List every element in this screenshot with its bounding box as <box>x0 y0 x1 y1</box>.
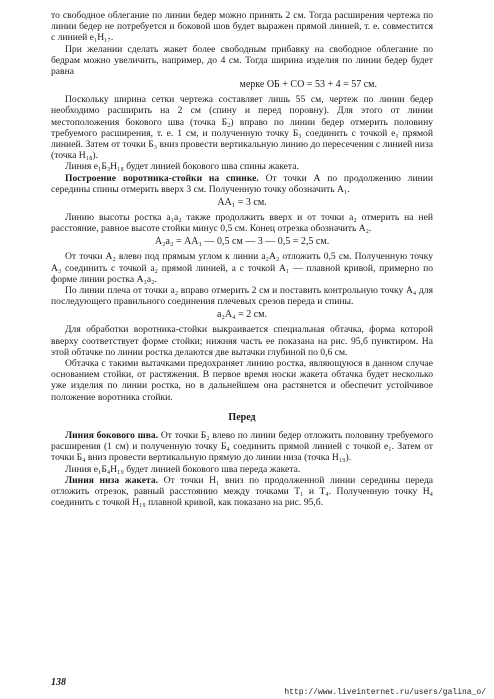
paragraph-text: От точки А по продолжению линии середины спины отмерить вверх 3 см. Полученную точку обозначить А₁. <box>51 172 433 195</box>
page-number: 138 <box>51 677 66 688</box>
paragraph: Линию высоты ростка а₁а₂ также продолжить вверх и от точки а₂ отмерить на ней расстояние, равное высоте стойки минус 0,5 см. Конец отрезка обозначить А₂. <box>51 212 433 235</box>
section-run-in-heading: Линия низа жакета. <box>65 474 159 486</box>
paragraph-text: От точки Б₂ влево по линии бедер отложить половину требуемого расширения (1 см) и полученную точку Б₄ соединить прямой линией с точкой е₁. Затем от точки Б₄ вниз провести вертикальную прямую до линии низа (точка Н₁₉). <box>51 429 433 464</box>
page-body <box>51 10 433 508</box>
equation: а₂А₄ = 2 см. <box>216 309 268 321</box>
paragraph: Линия е₁Б₄Н₁₉ будет линией бокового шва переда жакета. <box>65 463 301 475</box>
section-run-in-heading: Линия бокового шва. <box>65 429 159 441</box>
equation: АА₁ = 3 см. <box>217 197 267 209</box>
paragraph: От точки А₂ влево под прямым углом к линии а₂А₂ отложить 0,5 см. Полученную точку А₃ соединить с точкой а₂ прямой линией, а с точкой А₁ — плавной кривой, примерно по форме линии ростка А₃а₂. <box>51 251 433 285</box>
paragraph: Линия е₁Б₃Н₁₈ будет линией бокового шва спины жакета. <box>65 161 299 173</box>
paragraph: Обтачка с такими вытачками предохраняет линию ростка, являющуюся в данном случае основанием стойки, от растяжения. В первое время носки жакета обтачка будет несколько уже изделия по линии ростка, но в дальнейшем она растянется и обеспечит устойчивое положение воротника стойки. <box>51 358 433 403</box>
paragraph: По линии плеча от точки а₂ вправо отмерить 2 см и поставить контрольную точку А₄ для последующего правильного соединения плечевых срезов переда и спины. <box>51 285 433 308</box>
paragraph: то свободное облегание по линии бедер можно принять 2 см. Тогда расширения чертежа по линии бедер не потребуется и боковой шов будет выражен прямой линией, т. е. совместится с линией е₁Н₁₇. <box>51 10 433 44</box>
paragraph: Поскольку ширина сетки чертежа составляет лишь 55 см, чертеж по линии бедер необходимо расширить на 2 см (спину и перед поровну). Для этого от линии местоположения бокового шва (точка Б₂) вправо по линии бедер отмерить половину требуемого расширения, т. е. 1 см, и полученную точку Б₃ соединить с точкой е₁ прямой линией. Затем от точки Б₃ вниз провести вертикальную линию до пересечения с линией низа (точка Н₁₈). <box>51 94 433 162</box>
paragraph: При желании сделать жакет более свободным прибавку на свободное облегание по бедрам можно увеличить, например, до 4 см. Тогда ширина изделия по линии бедер будет равна <box>51 43 433 78</box>
section-run-in-heading: Построение воротника-стойки на спинке. <box>65 172 259 184</box>
paragraph <box>51 475 433 509</box>
section-heading: Перед <box>228 411 256 423</box>
equation: А₂а₂ = АА₁ — 0,5 см — 3 — 0,5 = 2,5 см. <box>154 236 330 248</box>
equation: мерке ОБ + СО = 53 + 4 = 57 см. <box>239 79 377 91</box>
source-url: http://www.liveinternet.ru/users/galina_o/ <box>284 688 486 697</box>
paragraph <box>51 430 433 464</box>
paragraph: Для обработки воротника-стойки выкраивается специальная обтачка, форма которой вверху соответствует форме стойки; нижняя часть ее показана на рис. 95,б пунктиром. На этой обтачке по линии ростка делаются две вытачки глубиной по 0,6 см. <box>51 324 433 358</box>
paragraph-text: От точки Н₁ вниз по продолженной линии середины переда отложить отрезок, равный расстоянию между точками Т₁ и Т₄. Полученную точку Н₄ соединить с точкой Н₁₉ плавной кривой, как показано на рис. 95,б. <box>51 474 433 509</box>
paragraph <box>51 173 433 195</box>
